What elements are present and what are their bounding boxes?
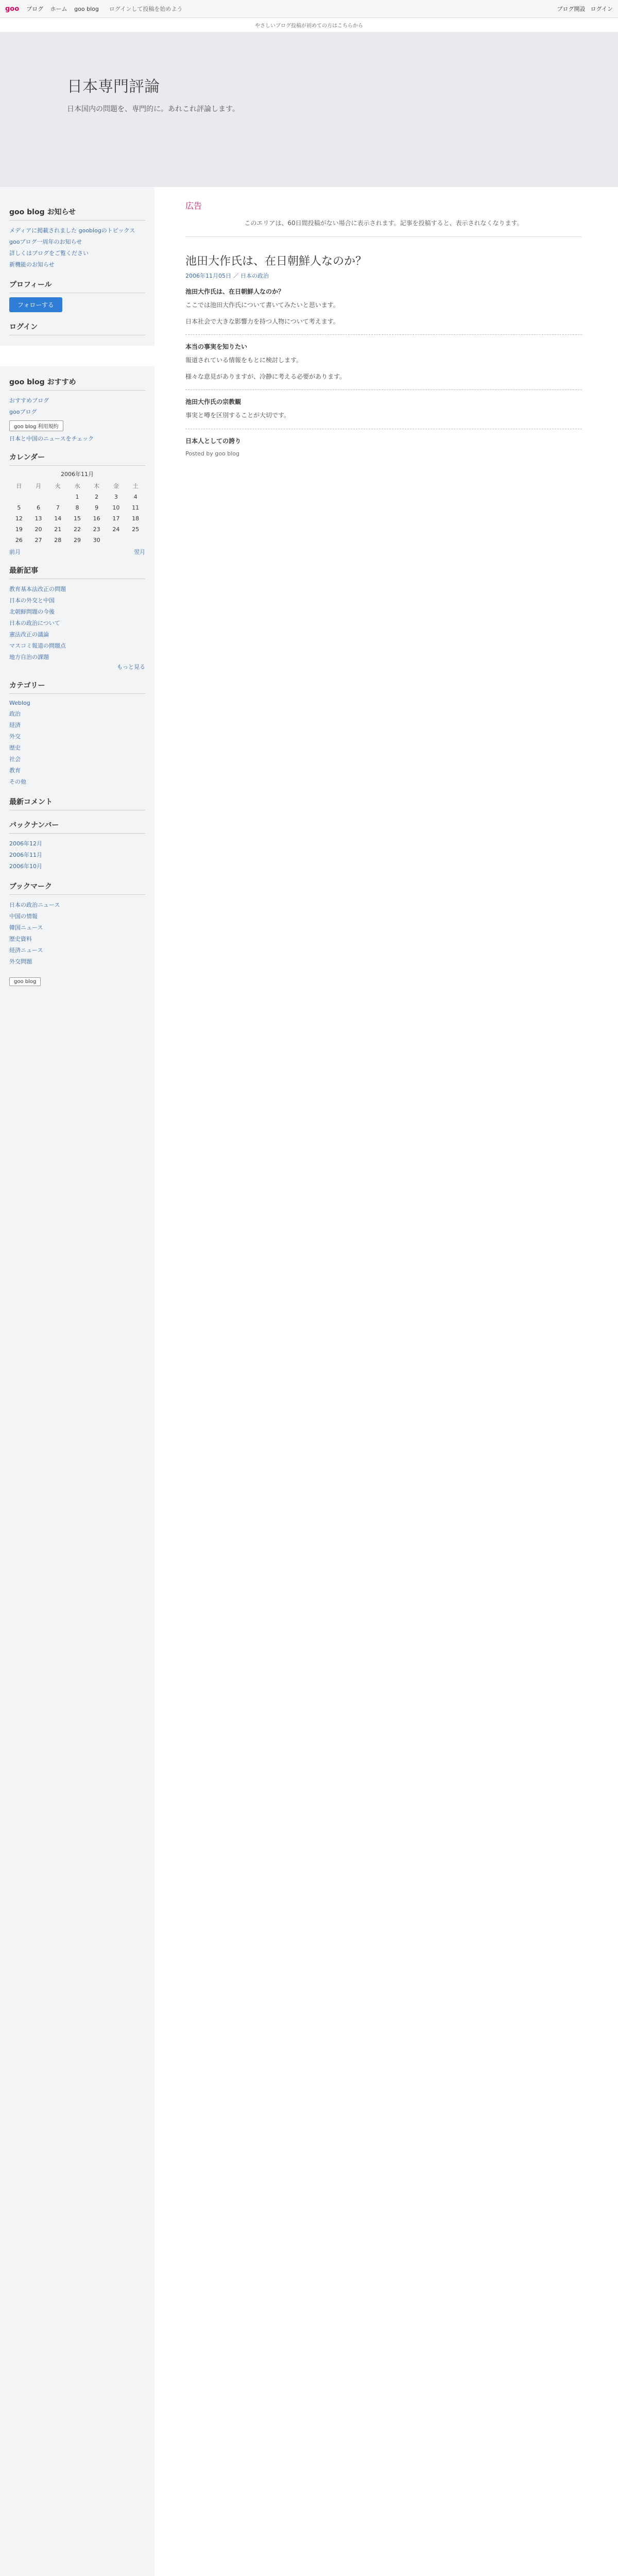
category-item: 経済 [9, 722, 21, 728]
recent-item: 日本の外交と中国 [9, 597, 55, 604]
recommend-heading: goo blog おすすめ [9, 377, 145, 391]
goo-notice-heading: goo blog お知らせ [9, 207, 145, 221]
recent-item: 地方自治の課題 [9, 654, 49, 660]
post-section-heading: 日本人としての誇り [185, 437, 242, 445]
blog-title[interactable]: 日本専門評論 [67, 78, 160, 96]
bookmark-item: 韓国ニュース [9, 924, 43, 931]
post-section-heading: 本当の事実を知りたい [185, 343, 248, 351]
recent-item: 北朝鮮問題の今後 [9, 608, 55, 615]
category-list [9, 698, 145, 787]
sidebar [0, 187, 154, 2576]
calendar-week: 19 20 21 22 23 24 25 [15, 526, 140, 533]
bookmark-item: 経済ニュース [9, 947, 43, 954]
category-item: 外交 [9, 733, 21, 740]
calendar-week: 1 2 3 4 [75, 494, 138, 500]
bookmark-item: 外交問題 [9, 958, 32, 965]
category-item: Weblog [9, 700, 30, 706]
calendar-week: 12 13 14 15 16 17 18 [15, 515, 140, 522]
recent-heading: 最新記事 [9, 565, 145, 579]
calendar-week: 26 27 28 29 30 [15, 537, 100, 544]
calendar-heading: カレンダー [9, 452, 145, 466]
recent-more-link[interactable]: もっと見る [117, 664, 145, 670]
post-date[interactable]: 2006年11月05日 ／ 日本の政治 [185, 273, 269, 279]
bookmark-item: 中国の情報 [9, 913, 38, 920]
promo-banner[interactable]: やさしいブログ投稿が初めての方はこちらから [0, 18, 618, 32]
notice-item: 新機能のお知らせ [9, 261, 55, 268]
post-paragraph: 報道されている情報をもとに検討します。 [185, 357, 303, 364]
backnumber-item: 2006年11月 [9, 852, 42, 858]
recent-list [9, 583, 145, 663]
calendar-table: 日 月 火 水 木 金 土 1 2 3 4 5 6 7 8 9 10 11 12 13 14 15 16 17 18 19 20 21 22 23 24 25 26 27 28 29 30 [9, 480, 145, 546]
sidebar-separator [0, 346, 154, 366]
terms-badge[interactable]: goo blog 利用規約 [9, 420, 63, 431]
login-heading[interactable]: ログイン [9, 321, 145, 335]
top-nav-item-1[interactable]: ブログ [26, 6, 44, 12]
blog-subtitle: 日本国内の問題を、専門的に。あれこれ評論します。 [67, 105, 239, 113]
bookmark-heading: ブックマーク [9, 881, 145, 895]
post-paragraph: 事実と噂を区別することが大切です。 [185, 412, 290, 419]
follow-button[interactable]: フォローする [9, 297, 62, 312]
category-item: 政治 [9, 710, 21, 717]
top-nav-item-2[interactable]: ホーム [50, 6, 67, 12]
recommend-item: gooブログ [9, 409, 37, 415]
top-right-links [552, 5, 613, 13]
signup-link[interactable]: ブログ開設 [557, 6, 586, 12]
post-section-heading: 池田大作氏は、在日朝鮮人なのか？ [185, 288, 285, 295]
notice-item: メディアに掲載されました gooblogのトピックス [9, 227, 135, 234]
post-paragraph: 日本社会で大きな影響力を持つ人物について考えます。 [185, 317, 339, 325]
blog-header [0, 32, 618, 187]
backnumber-list [9, 838, 145, 872]
ad-heading: 広告 [185, 201, 202, 211]
recommend-item: おすすめブログ [9, 397, 49, 404]
top-nav [26, 5, 104, 13]
category-item: 社会 [9, 756, 21, 762]
post-meta: Posted by goo blog [185, 450, 239, 457]
post-title[interactable]: 池田大作氏は、在日朝鮮人なのか？ [185, 255, 367, 268]
ad-body: このエリアは、60日間投稿がない場合に表示されます。記事を投稿すると、表示されなくなります。 [185, 215, 582, 237]
bookmark-item: 日本の政治ニュース [9, 902, 60, 908]
recent-item: 教育基本法改正の問題 [9, 586, 66, 592]
divider [185, 389, 582, 390]
calendar-prev-link[interactable]: 前月 [9, 549, 21, 555]
top-nav-item-3[interactable]: goo blog [74, 6, 99, 12]
main-content [154, 187, 618, 2576]
comments-heading: 最新コメント [9, 796, 145, 810]
top-note: ログインして投稿を始めよう [109, 6, 183, 12]
calendar-week: 5 6 7 8 9 10 11 [17, 504, 140, 511]
recent-item: 憲法改正の議論 [9, 631, 49, 638]
post-paragraph: 様々な意見がありますが、冷静に考える必要があります。 [185, 372, 346, 380]
recommend-note: 日本と中国のニュースをチェック [9, 435, 94, 442]
category-item: その他 [9, 778, 26, 785]
notice-item: 詳しくはブログをご覧ください [9, 250, 89, 257]
category-item: 歴史 [9, 744, 21, 751]
recent-item: マスコミ報道の問題点 [9, 642, 66, 649]
category-heading: カテゴリー [9, 680, 145, 694]
calendar-next-link[interactable]: 翌月 [134, 549, 145, 555]
backnumber-item: 2006年10月 [9, 863, 42, 870]
goo-blog-badge[interactable]: goo blog [9, 977, 41, 986]
recent-item: 日本の政治について [9, 620, 60, 626]
post-body [185, 287, 582, 457]
login-link[interactable]: ログイン [590, 6, 613, 12]
notice-item: gooブログ一周年のお知らせ [9, 239, 82, 245]
post-section-heading: 池田大作氏の宗教観 [185, 398, 242, 406]
divider [185, 334, 582, 335]
notice-list [9, 225, 145, 270]
goo-logo[interactable]: goo [5, 5, 20, 13]
calendar-caption: 2006年11月 [61, 471, 94, 478]
top-bar [0, 0, 618, 18]
backnumber-heading: バックナンバー [9, 820, 145, 834]
recommend-list [9, 395, 145, 417]
bookmark-item: 歴史資料 [9, 936, 32, 942]
backnumber-item: 2006年12月 [9, 840, 42, 847]
post-paragraph: ここでは池田大作氏について書いてみたいと思います。 [185, 301, 339, 309]
category-item: 教育 [9, 767, 21, 774]
bookmark-list [9, 899, 145, 967]
profile-heading: プロフィール [9, 279, 145, 293]
